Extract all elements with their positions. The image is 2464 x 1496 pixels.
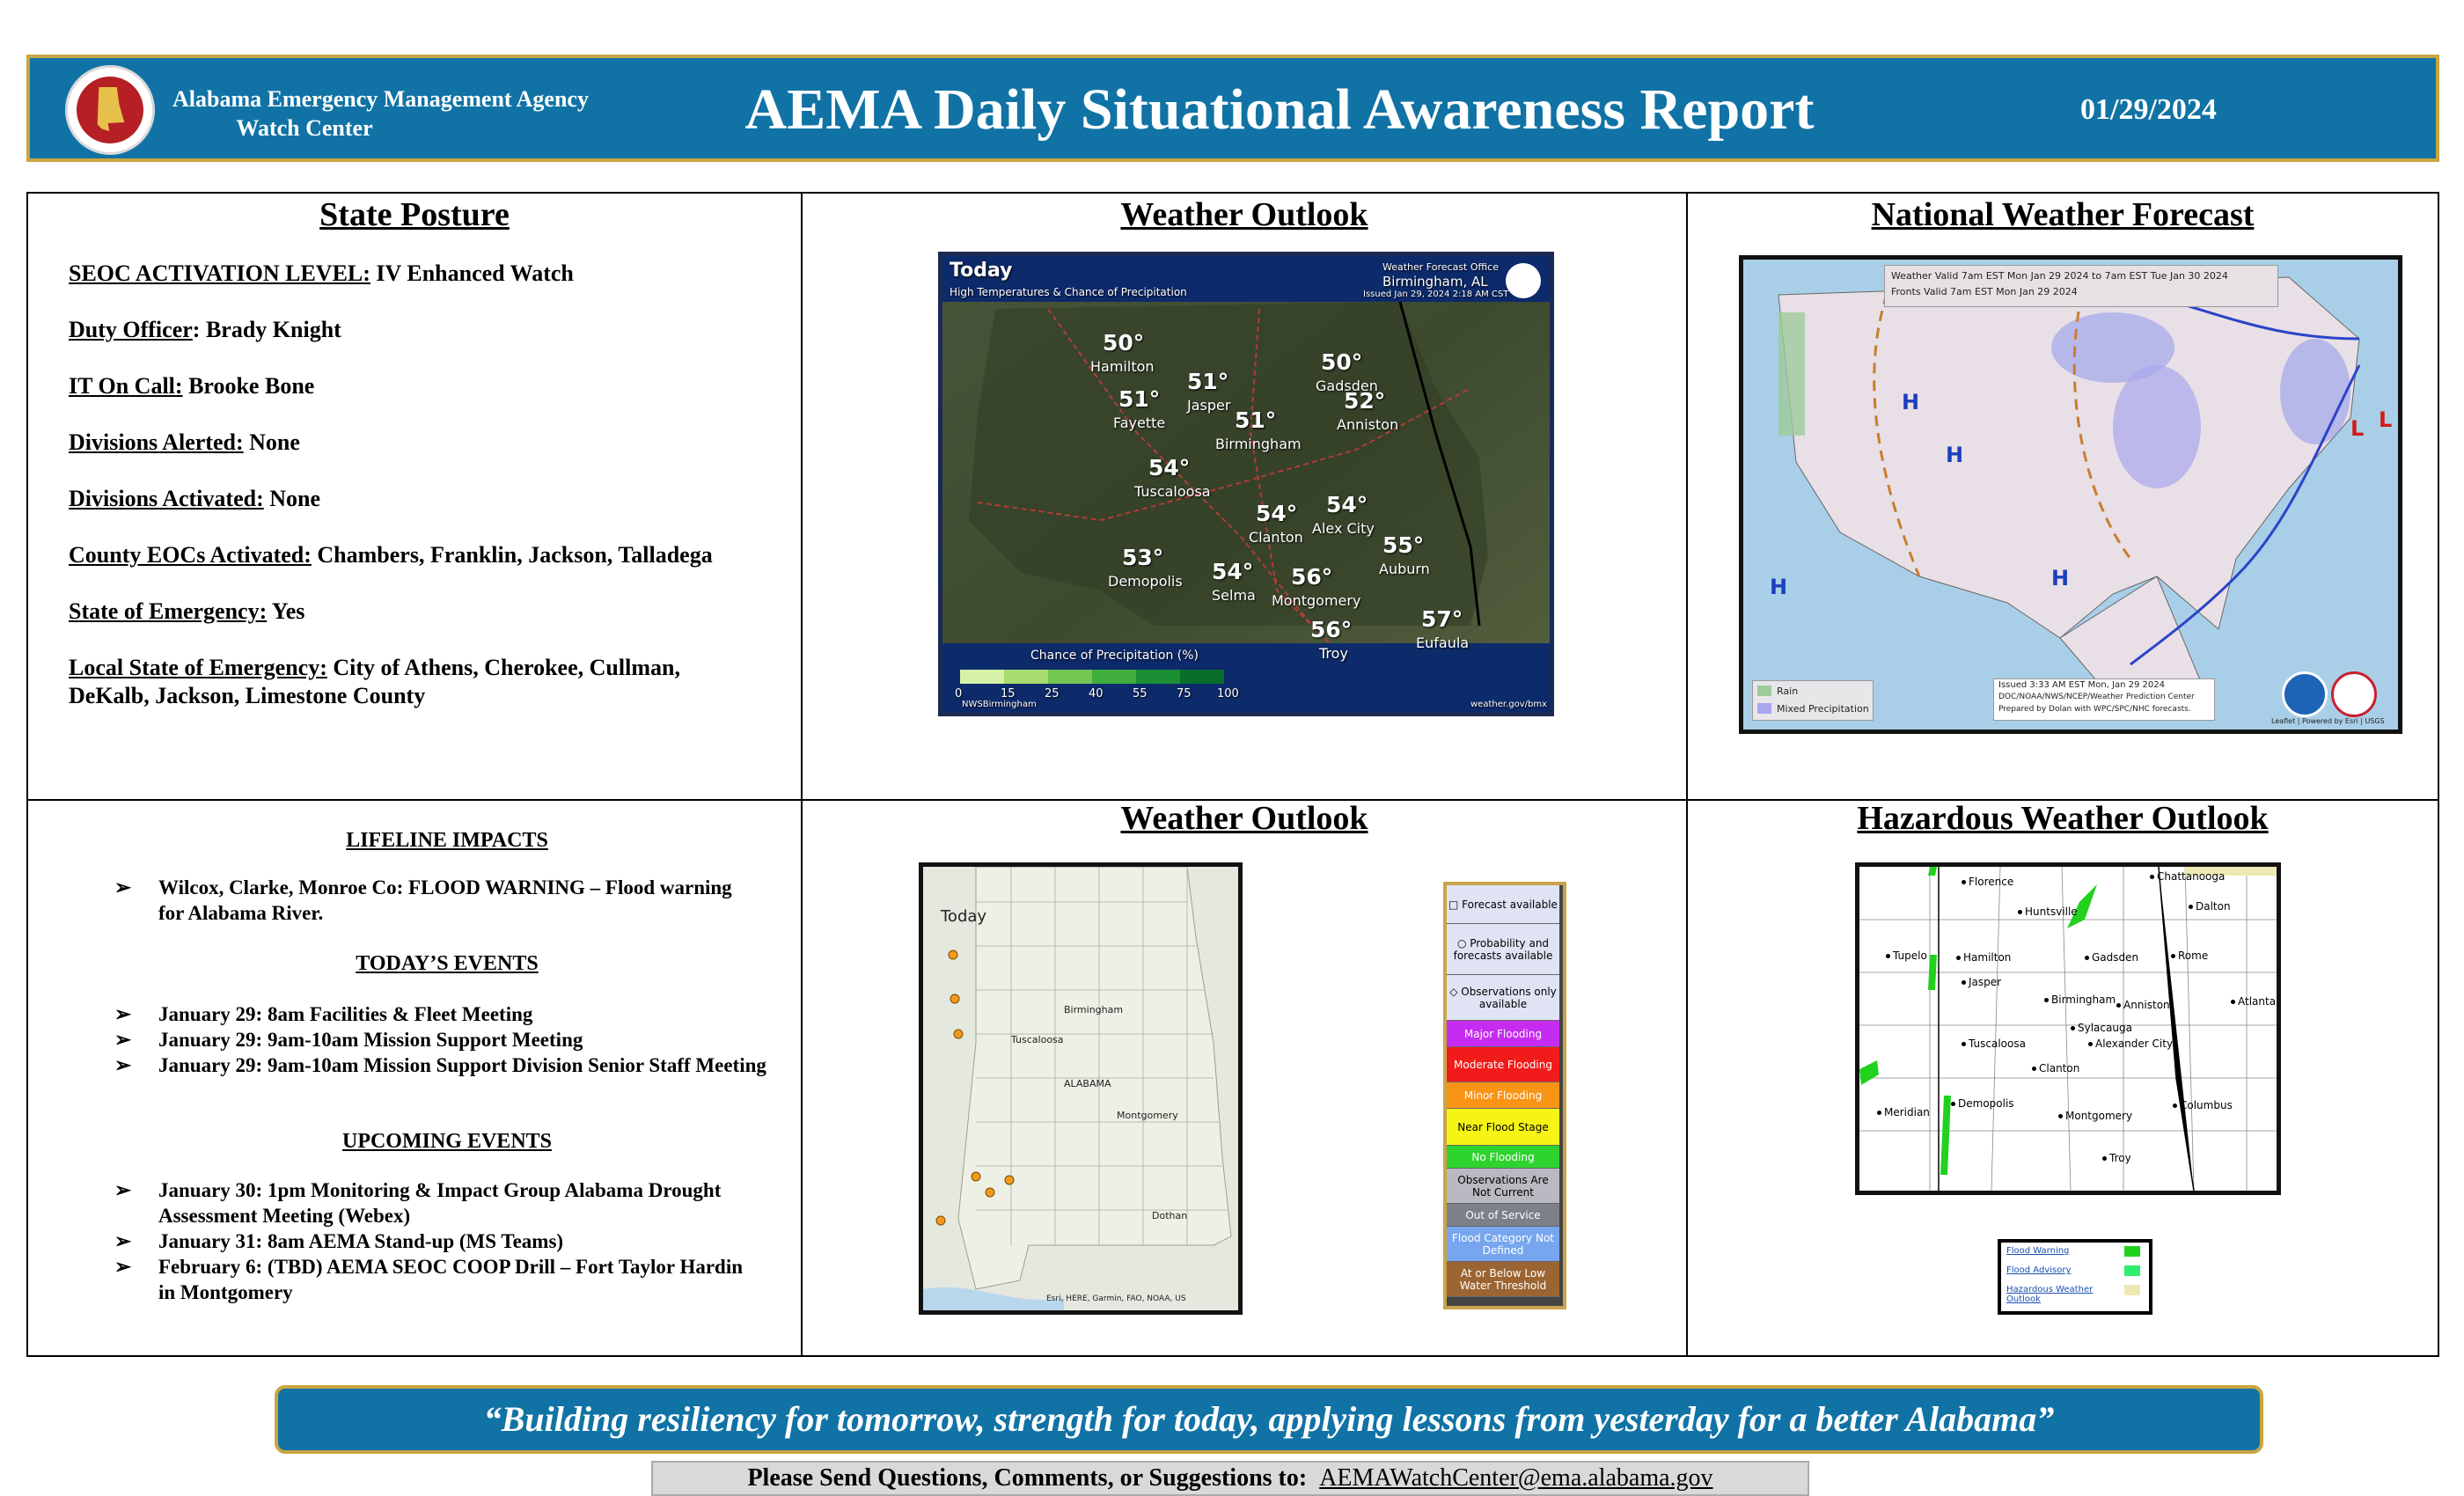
city-label: Troy [1319,645,1348,662]
posture-row-activation: SEOC ACTIVATION LEVEL: IV Enhanced Watch [69,260,574,286]
svg-text:L: L [2379,407,2393,432]
flood-legend-item: Out of Service [1447,1204,1559,1227]
contact-label: Please Send Questions, Comments, or Suggestions to: [747,1464,1308,1492]
flood-legend-item: Major Flooding [1447,1021,1559,1047]
contact-bar [651,1461,1809,1496]
hazard-legend-label: Flood Advisory [2006,1265,2072,1275]
hazard-legend-label: Hazardous Weather Outlook [2006,1285,2094,1304]
flood-legend-item: ◇ Observations only available [1447,975,1559,1021]
temp-label: 52° [1344,388,1386,414]
posture-row-duty-officer: Duty Officer: Brady Knight [69,317,341,342]
precip-tick: 15 [1001,687,1016,700]
hazard-city-label: Dalton [2189,900,2231,913]
hazard-legend [1998,1239,2152,1315]
city-label: Gadsden [1316,378,1378,394]
temp-label: 53° [1122,545,1164,570]
nws-logo [1506,263,1541,298]
svg-text:H: H [1902,390,1920,414]
valid-line-2: Fronts Valid 7am EST Mon Jan 29 2024 [1891,286,2078,297]
posture-row-divisions-activated: Divisions Activated: None [69,486,321,511]
flood-legend-item: Near Flood Stage [1447,1109,1559,1146]
city-label: Anniston [1337,416,1399,433]
svg-text:H: H [1770,575,1788,599]
posture-row-divisions-alerted: Divisions Alerted: None [69,429,300,455]
precip-tick: 75 [1177,687,1192,700]
bullet-arrow-icon: ➢ [114,1179,132,1201]
hazard-city-label: Chattanooga [2150,870,2225,883]
hazard-city-label: Sylacauga [2071,1022,2132,1034]
hazard-city-label: Demopolis [1951,1097,2014,1110]
precip-tick: 100 [1217,687,1239,700]
national-forecast-map [1739,255,2402,734]
city-label: Hamilton [1090,358,1155,375]
flood-legend-item: Moderate Flooding [1447,1047,1559,1082]
map-label: Dothan [1152,1210,1188,1221]
temp-label: 51° [1187,369,1229,394]
posture-row-state-of-emergency: State of Emergency: Yes [69,598,305,624]
bullet-arrow-icon: ➢ [114,1256,132,1278]
hazard-city-label: Clanton [2032,1062,2079,1074]
city-label: Birmingham [1215,436,1302,452]
bullet-arrow-icon: ➢ [114,1003,132,1025]
weather-outlook-2-title: Weather Outlook [1120,800,1368,837]
flood-legend-item: Minor Flooding [1447,1082,1559,1109]
temp-label: 51° [1118,386,1161,412]
river-gauge-map [919,862,1243,1315]
agency-name [172,84,589,143]
hazard-city-label: Tuscaloosa [1962,1038,2026,1050]
temp-label: 54° [1256,501,1298,526]
temp-label: 54° [1326,492,1368,517]
map-credit: Leaflet | Powered by Esri | USGS [2271,717,2385,725]
nws-logo [2331,671,2377,717]
hazard-legend-swatch [2124,1285,2140,1295]
hazard-city-label: Jasper [1962,976,2001,988]
flood-legend-item: No Flooding [1447,1146,1559,1169]
city-label: Montgomery [1272,592,1361,609]
flood-legend-item: ○ Probability and forecasts available [1447,924,1559,975]
hazard-city-label: Atlanta [2231,995,2276,1008]
hazardous-outlook-title: Hazardous Weather Outlook [1857,800,2269,837]
city-label: Demopolis [1108,573,1183,590]
report-title: AEMA Daily Situational Awareness Report [744,77,1815,142]
hazard-legend-swatch [2124,1246,2140,1257]
hazard-city-label: Rome [2171,950,2208,962]
temp-label: 50° [1103,330,1145,356]
contact-email-link[interactable]: AEMAWatchCenter@ema.alabama.gov [1319,1464,1713,1492]
issued-line-1: Issued 3:33 AM EST Mon, Jan 29 2024 [1998,680,2166,690]
precip-tick: 40 [1089,687,1104,700]
bullet-arrow-icon: ➢ [114,876,132,898]
report-header [26,55,2439,162]
map-credit: Esri, HERE, Garmin, FAO, NOAA, US [1046,1294,1186,1303]
valid-line-1: Weather Valid 7am EST Mon Jan 29 2024 to 7am EST Tue Jan 30 2024 [1891,270,2228,282]
hazard-city-label: Alexander City [2088,1038,2173,1050]
precip-legend-title: Chance of Precipitation (%) [1030,649,1199,663]
hazard-city-label: Hamilton [1956,951,2011,964]
wfo-forecast-map [938,252,1554,716]
issued-line-3: Prepared by Dolan with WPC/SPC/NHC forecasts. [1998,705,2191,714]
bullet-arrow-icon: ➢ [114,1230,132,1252]
bullet-arrow-icon: ➢ [114,1054,132,1076]
hazard-legend-label: Flood Warning [2006,1246,2070,1256]
posture-row-it-on-call: IT On Call: Brooke Bone [69,373,315,399]
svg-text:L: L [2350,416,2365,441]
legend-swatch-mixed [1757,703,1771,714]
map-label: Montgomery [1117,1110,1178,1121]
map-label: ALABAMA [1064,1078,1111,1089]
precip-tick: 25 [1045,687,1060,700]
legend-swatch-rain [1757,686,1771,696]
state-posture-title: State Posture [319,196,510,233]
city-label: Eufaula [1416,634,1470,651]
posture-row-county-eocs: County EOCs Activated: Chambers, Franklin, Jackson, Talladega [69,542,713,568]
hazard-city-label: Gadsden [2085,951,2138,964]
lifeline-impacts-heading: LIFELINE IMPACTS [346,829,548,852]
legend-label-rain: Rain [1777,686,1799,697]
flood-legend-item: At or Below Low Water Threshold [1447,1262,1559,1297]
hazard-city-label: Tupelo [1886,950,1927,962]
aema-seal-logo [65,65,155,155]
hazard-city-label: Huntsville [2018,906,2078,918]
hazard-city-label: Montgomery [2058,1110,2132,1122]
city-label: Alex City [1312,520,1375,537]
temp-label: 56° [1310,617,1353,642]
temp-label: 55° [1382,532,1425,558]
city-label: Selma [1212,587,1256,604]
map-label: Today [941,907,987,926]
temp-label: 57° [1421,606,1463,632]
report-grid: State Posture SEOC ACTIVATION LEVEL: IV Enhanced Watch Duty Officer: Brady Knight IT On Call: Brooke Bone Divisions Alerted: None Divisions Activated: None County EOCs Activated: Chambers, Franklin, Jackson, Talladega State of Emergency: Yes Local State of Emergency: City of Athens, Cherokee, Cullman, DeKalb, Jackson, Limestone County Weather Outlook Today High Temperatures & Chance of Precipitation Weather Forecast Office Birmingham, AL Issued Jan 29, 2024 2:18 AM CST 50° Hamilton 51° Fayette 51° Jasper 50° Gadsden 52° Anniston 51° Birmingham 54° Tuscaloosa 54° Alex City 54° Clanton 55° Auburn 53° Demopolis 54° Selma 56° Montgomery 57° Eufaula 56° Troy Chance of Precipitation (%) 0 15 25 40 55 75 100 NWSBirmingham weather.gov/bmx National Weather Forecast H H H H L L Weather Valid 7am EST Mon Jan 29 2024 to 7am EST Tue Jan 30 2024 Fronts Valid 7am EST Mon Jan 29 2024 Rain Mixed Precipitation Issued 3:33 AM EST Mon, Jan 29 2024 DOC/NOAA/NWS/NCEP/Weather Prediction Center Prepared by Dolan with WPC/SPC/NHC forecasts. Leaflet | Powered by Esri | USGS LIFELINE IMPACTS ➢ Wilcox, Clarke, Monroe Co: FLOOD WARNING – Flood warning for Alabama River. TODAY’S EVENTS ➢ January 29: 8am Facilities & Fleet Meeting ➢ January 29: 9am-10am Mission Support Meeting ➢ January 29: 9am-10am Mission Support Division Senior Staff Meeting UPCOMING EVENTS ➢ January 30: 1pm Monitoring & Impact Group Alabama Drought Assessment Meeting (Webex) ➢ January 31: 8am AEMA Stand-up (MS Teams) ➢ February 6: (TBD) AEMA SEOC COOP Drill – Fort Taylor Hardin in Montgomery Weather Outlook Today Birmingham Tuscaloosa ALABAMA Montgomery Dothan Esri, HERE, Garmin, FAO, NOAA, US □ Forecast available ○ Probability and forecasts available ◇ Observations only available Major Flooding Moderate Flooding Minor Flooding Near Flood Stage No Flooding Observations Are Not Current Out of Service Flood Category Not Defined At or Below Low Water Threshold Hazardous Weather Outlook Florence Chattanooga Dalton Huntsville Tupelo Hamilton Gadsden Rome Jasper Birmingham Anniston Atlanta Sylacauga Tuscaloosa Alexander City Clanton Meridian Demopolis Columbus Montgomery Troy Flood Warning Flood Advisory Hazardous Weather Outlook [26,192,2439,1357]
map-label: Tuscaloosa [1011,1034,1064,1045]
office-line-1: Weather Forecast Office [1382,261,1499,273]
flood-legend-item: Flood Category Not Defined [1447,1227,1559,1262]
social-handle: NWSBirmingham [962,700,1037,709]
agency-line-2: Watch Center [236,115,373,141]
us-map-image [1743,260,2398,730]
issued-time: Issued Jan 29, 2024 2:18 AM CST [1363,290,1509,299]
issued-line-2: DOC/NOAA/NWS/NCEP/Weather Prediction Center [1998,693,2195,701]
city-label: Fayette [1113,414,1166,431]
todays-events-heading: TODAY’S EVENTS [356,952,539,975]
weather-outlook-title: Weather Outlook [1120,196,1368,233]
posture-row-local-soe: Local State of Emergency: City of Athens, Cherokee, Cullman, [69,655,680,680]
flood-legend-item: Observations Are Not Current [1447,1169,1559,1204]
map-label: Birmingham [1064,1004,1124,1016]
temp-label: 54° [1212,559,1254,584]
precip-tick: 55 [1133,687,1148,700]
map-subheader: High Temperatures & Chance of Precipitation [950,286,1187,298]
flood-category-legend [1443,882,1566,1309]
national-forecast-title: National Weather Forecast [1871,196,2255,233]
hazard-city-label: Florence [1962,876,2013,888]
temp-label: 54° [1148,455,1191,480]
hazard-city-label: Birmingham [2044,994,2116,1006]
hazard-city-label: Columbus [2173,1099,2233,1111]
temp-label: 51° [1235,407,1277,433]
upcoming-events-heading: UPCOMING EVENTS [341,1130,553,1153]
temp-label: 56° [1291,564,1333,590]
city-label: Auburn [1379,561,1430,577]
map-header: Today [950,260,1013,282]
bullet-arrow-icon: ➢ [114,1029,132,1051]
legend-label-mixed: Mixed Precipitation [1777,703,1869,715]
city-label: Clanton [1249,529,1303,546]
city-label: Jasper [1187,397,1231,414]
hazard-city-label: Anniston [2116,999,2170,1011]
hazard-city-label: Meridian [1877,1106,1930,1118]
report-date: 01/29/2024 [2080,93,2217,126]
city-label: Tuscaloosa [1134,483,1211,500]
temp-label: 50° [1321,349,1363,375]
posture-row-local-soe-cont: DeKalb, Jackson, Limestone County [69,683,426,708]
grid-divider [801,194,803,1355]
resiliency-quote: “Building resiliency for tomorrow, strength for today, applying lessons from yesterday for a better Alabama” [275,1385,2263,1454]
agency-line-1: Alabama Emergency Management Agency [172,86,589,112]
hazard-city-label: Troy [2102,1152,2131,1164]
grid-divider [1686,194,1688,1355]
svg-text:H: H [1946,443,1964,467]
precip-tick: 0 [955,687,963,700]
hazard-legend-swatch [2124,1265,2140,1276]
website-link: weather.gov/bmx [1470,700,1548,709]
hazardous-outlook-map [1855,862,2281,1195]
office-line-2: Birmingham, AL [1382,274,1488,290]
noaa-logo [2282,671,2328,717]
flood-legend-item: □ Forecast available [1447,885,1559,924]
svg-text:H: H [2051,566,2070,590]
